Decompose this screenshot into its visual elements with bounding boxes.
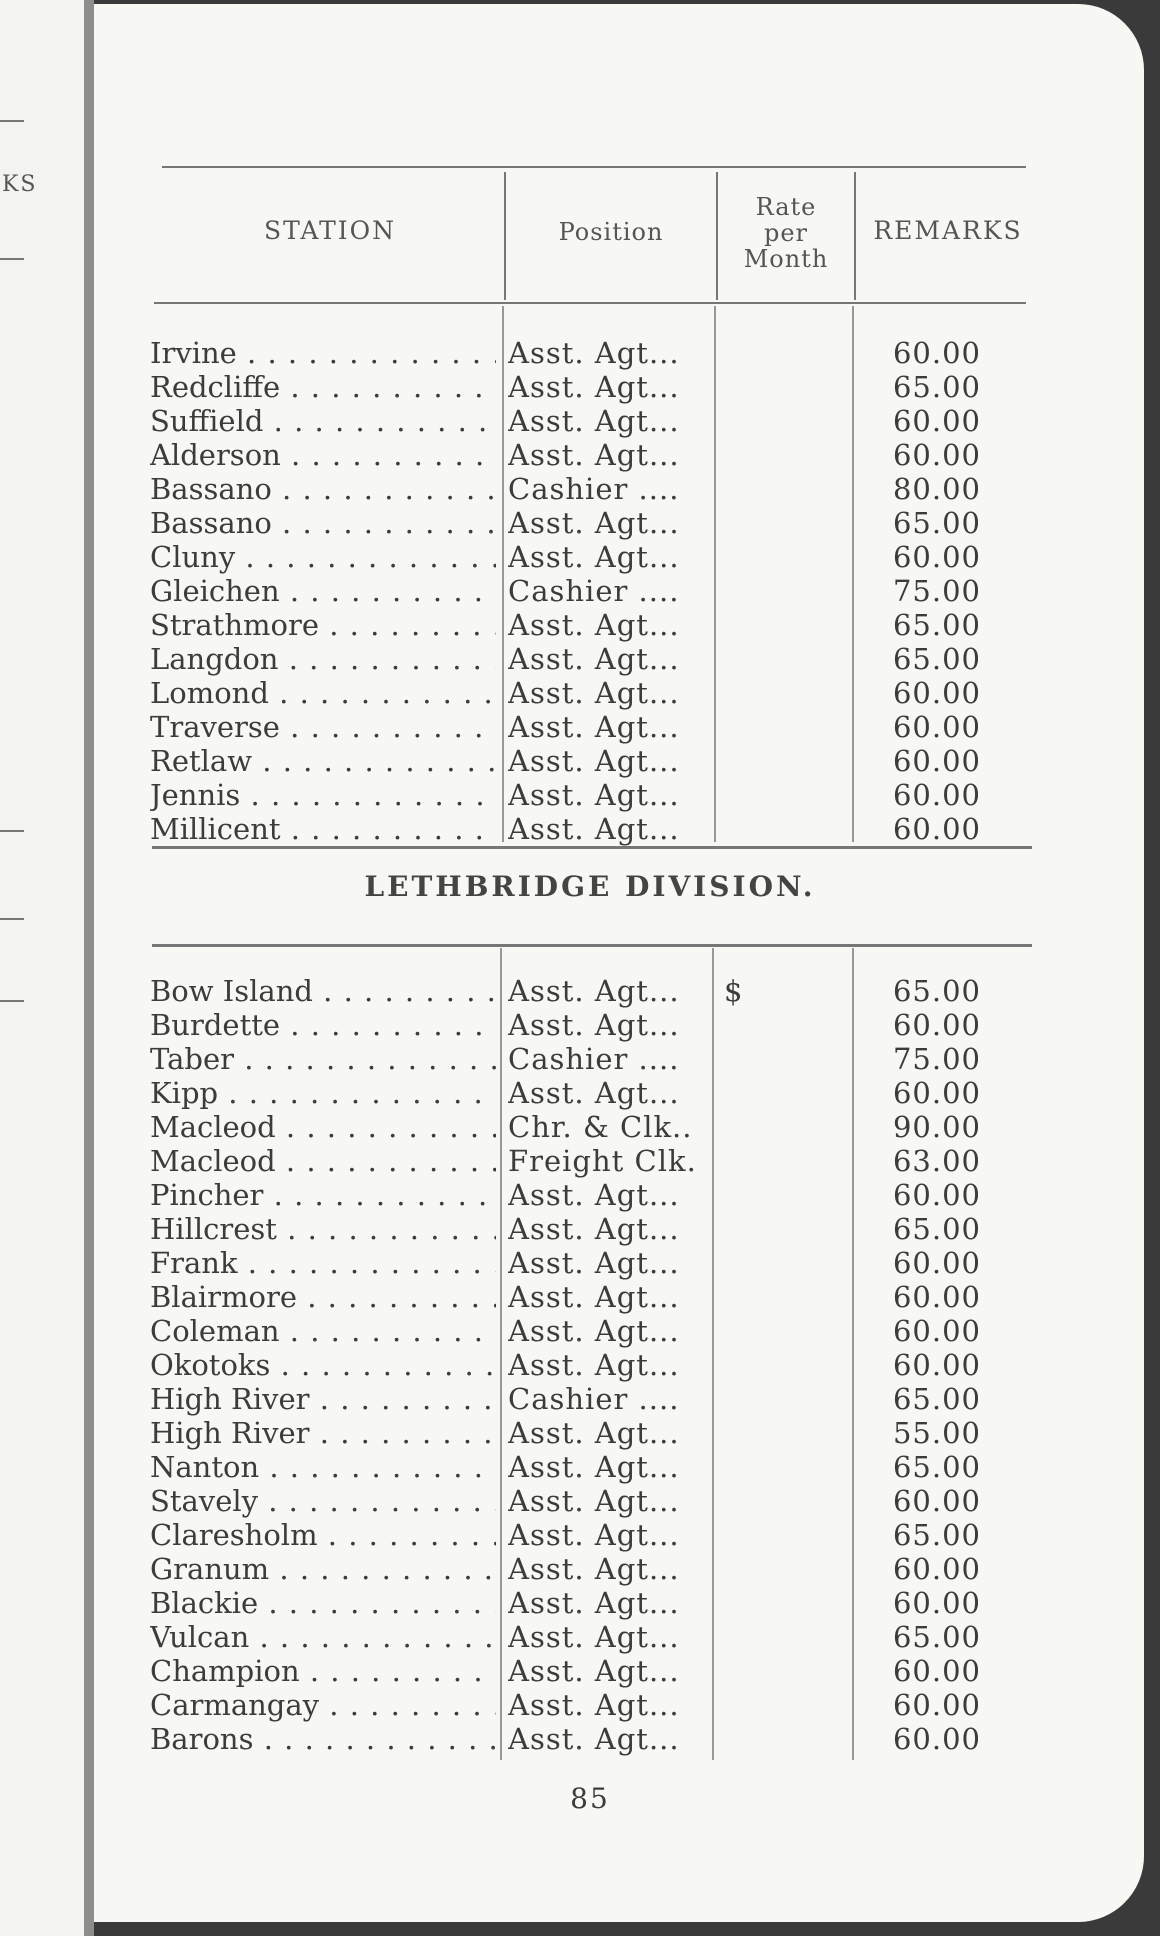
division-title: LETHBRIDGE DIVISION.	[364, 870, 816, 903]
position: Asst. Agt...	[508, 1178, 680, 1212]
station-name: Pincher . . .	[150, 1178, 496, 1212]
section-rule	[152, 846, 1032, 849]
rate: 65.00	[892, 974, 981, 1008]
rate: 60.00	[892, 1280, 981, 1314]
station-name: Vulcan . . .	[150, 1620, 496, 1654]
rate: 65.00	[892, 1382, 981, 1416]
rate: 65.00	[892, 506, 981, 540]
station-name: High River . . .	[150, 1416, 496, 1450]
station-name: Kipp . . .	[150, 1076, 496, 1110]
position: Asst. Agt...	[508, 1688, 680, 1722]
station-name: Suffield . . .	[150, 404, 496, 438]
rate: 65.00	[892, 370, 981, 404]
station-name: Gleichen . . .	[150, 574, 496, 608]
rate: 60.00	[892, 1246, 981, 1280]
rate: 60.00	[892, 744, 981, 778]
rate: 60.00	[892, 540, 981, 574]
left-page-edge	[0, 0, 86, 1936]
station-name: Bassano . . .	[150, 506, 496, 540]
section-rule	[152, 944, 1032, 947]
position: Asst. Agt...	[508, 1552, 680, 1586]
position: Asst. Agt...	[508, 1654, 680, 1688]
rate: 75.00	[892, 1042, 981, 1076]
station-name: Traverse . . .	[150, 710, 496, 744]
station-name: Strathmore . . .	[150, 608, 496, 642]
book-gutter	[84, 0, 94, 1936]
column-divider	[714, 306, 716, 842]
station-name: Barons . . .	[150, 1722, 496, 1756]
rate: 60.00	[892, 1314, 981, 1348]
column-divider	[854, 172, 856, 300]
position: Cashier ....	[508, 1042, 680, 1076]
position: Asst. Agt...	[508, 710, 680, 744]
position: Asst. Agt...	[508, 336, 680, 370]
position: Asst. Agt...	[508, 1280, 680, 1314]
left-page-rule	[0, 918, 24, 920]
station-name: Carmangay . . .	[150, 1688, 496, 1722]
rate-header-line: per	[763, 219, 809, 247]
station-name: Nanton . . .	[150, 1450, 496, 1484]
position: Asst. Agt...	[508, 744, 680, 778]
left-page-fragment: KS	[2, 172, 38, 197]
station-name: Alderson . . .	[150, 438, 496, 472]
station-name: Okotoks . . .	[150, 1348, 496, 1382]
header-top-rule	[162, 166, 1026, 168]
rate: 55.00	[892, 1416, 981, 1450]
position: Asst. Agt...	[508, 506, 680, 540]
position: Asst. Agt...	[508, 1416, 680, 1450]
position: Asst. Agt...	[508, 404, 680, 438]
station-name: Langdon . . .	[150, 642, 496, 676]
position: Cashier ....	[508, 472, 680, 506]
position: Cashier ....	[508, 574, 680, 608]
column-divider	[712, 948, 714, 1760]
position: Asst. Agt...	[508, 1450, 680, 1484]
station-name: Redcliffe . . .	[150, 370, 496, 404]
column-header-rate	[720, 194, 852, 272]
left-page-rule	[0, 120, 24, 122]
column-divider	[502, 306, 504, 842]
rate: 90.00	[892, 1110, 981, 1144]
rate: 60.00	[892, 438, 981, 472]
rate: 65.00	[892, 642, 981, 676]
station-name: Blairmore . . .	[150, 1280, 496, 1314]
header-bottom-rule	[154, 302, 1026, 304]
currency-symbol: $	[724, 974, 743, 1008]
station-name: Macleod . . .	[150, 1110, 496, 1144]
station-name: Bassano . . .	[150, 472, 496, 506]
station-name: Coleman . . .	[150, 1314, 496, 1348]
station-name: Frank . . .	[150, 1246, 496, 1280]
position: Asst. Agt...	[508, 974, 680, 1008]
station-name: Macleod . . .	[150, 1144, 496, 1178]
rate: 65.00	[892, 1212, 981, 1246]
rate: 75.00	[892, 574, 981, 608]
left-page-rule	[0, 1000, 24, 1002]
page-number: 85	[570, 1782, 610, 1815]
column-header-station: STATION	[263, 216, 397, 245]
rate: 80.00	[892, 472, 981, 506]
station-name: Cluny . . .	[150, 540, 496, 574]
rate-header-line: Rate	[755, 193, 817, 221]
rate: 60.00	[892, 1008, 981, 1042]
rate: 60.00	[892, 1348, 981, 1382]
station-name: Claresholm . . .	[150, 1518, 496, 1552]
position: Asst. Agt...	[508, 1518, 680, 1552]
station-name: Lomond . . .	[150, 676, 496, 710]
column-divider	[716, 172, 718, 300]
station-name: High River . . .	[150, 1382, 496, 1416]
left-page-rule	[0, 258, 24, 260]
rate: 65.00	[892, 1450, 981, 1484]
position: Cashier ....	[508, 1382, 680, 1416]
rate: 60.00	[892, 1552, 981, 1586]
station-name: Taber . . .	[150, 1042, 496, 1076]
station-name: Burdette . . .	[150, 1008, 496, 1042]
position: Asst. Agt...	[508, 642, 680, 676]
rate: 60.00	[892, 404, 981, 438]
rate: 60.00	[892, 1178, 981, 1212]
position: Asst. Agt...	[508, 1348, 680, 1382]
position: Asst. Agt...	[508, 1722, 680, 1756]
rate: 65.00	[892, 1518, 981, 1552]
rate: 60.00	[892, 676, 981, 710]
rate: 60.00	[892, 1484, 981, 1518]
position: Asst. Agt...	[508, 1314, 680, 1348]
position: Asst. Agt...	[508, 1008, 680, 1042]
left-page-rule	[0, 830, 24, 832]
rate: 60.00	[892, 1654, 981, 1688]
position: Asst. Agt...	[508, 1484, 680, 1518]
position: Asst. Agt...	[508, 1212, 680, 1246]
position: Asst. Agt...	[508, 608, 680, 642]
rate: 60.00	[892, 1688, 981, 1722]
station-name: Jennis . . .	[150, 778, 496, 812]
rate: 60.00	[892, 778, 981, 812]
position: Asst. Agt...	[508, 1586, 680, 1620]
rate: 65.00	[892, 608, 981, 642]
position: Asst. Agt...	[508, 778, 680, 812]
position: Asst. Agt...	[508, 540, 680, 574]
position: Asst. Agt...	[508, 812, 680, 846]
position: Asst. Agt...	[508, 1246, 680, 1280]
station-name: Blackie . . .	[150, 1586, 496, 1620]
station-name: Millicent . . .	[150, 812, 496, 846]
position: Asst. Agt...	[508, 676, 680, 710]
station-name: Irvine . . .	[150, 336, 496, 370]
rate: 60.00	[892, 336, 981, 370]
rate: 60.00	[892, 1076, 981, 1110]
column-header-position: Position	[558, 218, 664, 246]
station-name: Champion . . .	[150, 1654, 496, 1688]
position: Asst. Agt...	[508, 438, 680, 472]
station-name: Hillcrest . . .	[150, 1212, 496, 1246]
station-name: Granum . . .	[150, 1552, 496, 1586]
column-header-remarks: REMARKS	[873, 216, 1023, 245]
rate: 65.00	[892, 1620, 981, 1654]
position: Asst. Agt...	[508, 1076, 680, 1110]
position: Chr. & Clk..	[508, 1110, 693, 1144]
column-divider	[504, 172, 506, 300]
station-name: Retlaw . . .	[150, 744, 496, 778]
rate: 60.00	[892, 1722, 981, 1756]
rate: 63.00	[892, 1144, 981, 1178]
rate-header-line: Month	[743, 245, 829, 273]
station-name: Bow Island . . .	[150, 974, 496, 1008]
column-divider	[500, 948, 502, 1760]
rate: 60.00	[892, 812, 981, 846]
rate: 60.00	[892, 1586, 981, 1620]
station-name: Stavely . . .	[150, 1484, 496, 1518]
position: Asst. Agt...	[508, 370, 680, 404]
rate: 60.00	[892, 710, 981, 744]
position: Asst. Agt...	[508, 1620, 680, 1654]
position: Freight Clk.	[508, 1144, 697, 1178]
